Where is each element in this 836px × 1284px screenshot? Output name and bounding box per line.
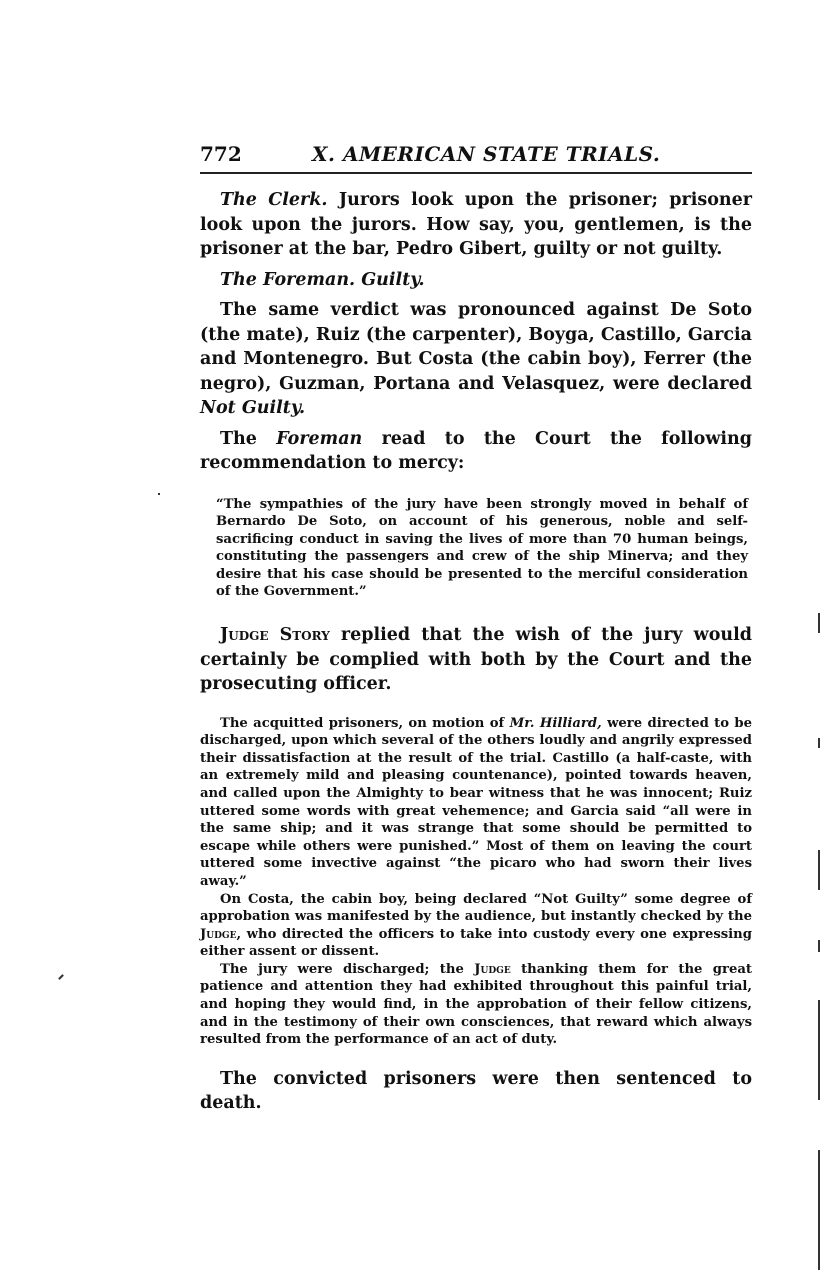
- verdict-text: The same verdict was pronounced against De Soto (the mate), Ruiz (the carpenter), Boyga, Castillo, Garcia and Montenegro. But Costa (the cabin boy), Ferrer (the negro), Guzman, Portana and Velasquez, were declared: [200, 300, 752, 394]
- page-number: 772: [200, 142, 242, 166]
- acquitted-name: Mr. Hilliard,: [509, 715, 602, 731]
- judge-reply-text: replied that the wish of the jury would certainly be complied with both by the Court and the prosecuting officer.: [200, 625, 753, 695]
- scan-mark: [158, 493, 160, 495]
- header-rule: [200, 172, 752, 174]
- scan-mark: [818, 850, 820, 890]
- scan-mark: [818, 940, 820, 952]
- acquitted-paragraph: [200, 715, 752, 891]
- scan-mark: [818, 738, 820, 748]
- discharge-judge: Judge: [474, 961, 511, 977]
- costa-paragraph: [200, 891, 752, 961]
- costa-text-b: who directed the officers to take into custody every one expressing either assent or dissent.: [200, 926, 752, 960]
- closing-paragraph: The convicted prisoners were then sentenced to death.: [200, 1068, 752, 1114]
- page-body: [200, 188, 752, 1116]
- scan-mark: [818, 613, 820, 633]
- recommendation-text: read to the Court the following recommendation to mercy:: [200, 428, 753, 473]
- running-title: X. AMERICAN STATE TRIALS.: [312, 142, 661, 166]
- clerk-text: Jurors look upon the prisoner; prisoner look upon the jurors. How say, you, gentlemen, is the prisoner at the bar, Pedro Gibert, guilty or not guilty.: [200, 190, 753, 259]
- verdict-emphasis: Not Guilty.: [200, 398, 306, 418]
- clerk-speaker: The Clerk.: [220, 190, 328, 210]
- scan-mark: [818, 1000, 820, 1100]
- discharge-text-a: The jury were discharged; the: [220, 961, 464, 977]
- judge-reply-paragraph: [200, 623, 752, 697]
- verdict-paragraph: [200, 298, 752, 421]
- jury-recommendation-quote: “The sympathies of the jury have been strongly moved in behalf of Bernardo De Soto, on account of his generous, noble and self-sacrificing conduct in saving the lives of more than 70 human beings, constituting the passengers and crew of the ship Minerva; and they desire that his case should be presented to the merciful consideration of the Government.”: [216, 496, 748, 600]
- costa-text-a: On Costa, the cabin boy, being declared “Not Guilty” some degree of approbation was manifested by the audience, but instantly checked by the: [200, 891, 752, 925]
- acquitted-text-a: The acquitted prisoners, on motion of: [220, 715, 505, 731]
- clerk-paragraph: [200, 188, 752, 262]
- scan-mark: [58, 974, 64, 980]
- recommendation-intro: [200, 427, 752, 476]
- foreman-speaker: The Foreman.: [220, 269, 356, 290]
- recommendation-speaker: Foreman: [276, 428, 363, 449]
- costa-judge: Judge,: [200, 926, 242, 942]
- foreman-verdict: Guilty.: [361, 269, 425, 290]
- running-header: [200, 142, 752, 166]
- discharge-paragraph: [200, 961, 752, 1049]
- foreman-paragraph: [200, 268, 752, 293]
- acquitted-text-b: were directed to be discharged, upon which several of the others loudly and angrily expressed their dissatisfaction at the result of the trial. Castillo (a half-caste, with an extremely mild and pleasing countenance), pointed towards heaven, and called upon the Almighty to bear witness that he was innocent; Ruiz uttered some words with great vehemence; and Garcia said “all were in the same ship; and it was strange that some should be permitted to escape while others were punished.” Most of them on leaving the court uttered some invective against “the picaro who had sworn their lives away.”: [200, 715, 753, 889]
- scan-mark: [818, 1150, 820, 1270]
- discharge-text-b: thanking them for the great patience and attention they had exhibited throughout this painful trial, and hoping they would find, in the approbation of their fellow citizens, and in the testimony of their own consciences, that reward which always resulted from the performance of an act of duty.: [200, 961, 753, 1048]
- recommendation-prefix: The: [220, 428, 257, 449]
- judge-reply-name: Judge Story: [220, 625, 330, 646]
